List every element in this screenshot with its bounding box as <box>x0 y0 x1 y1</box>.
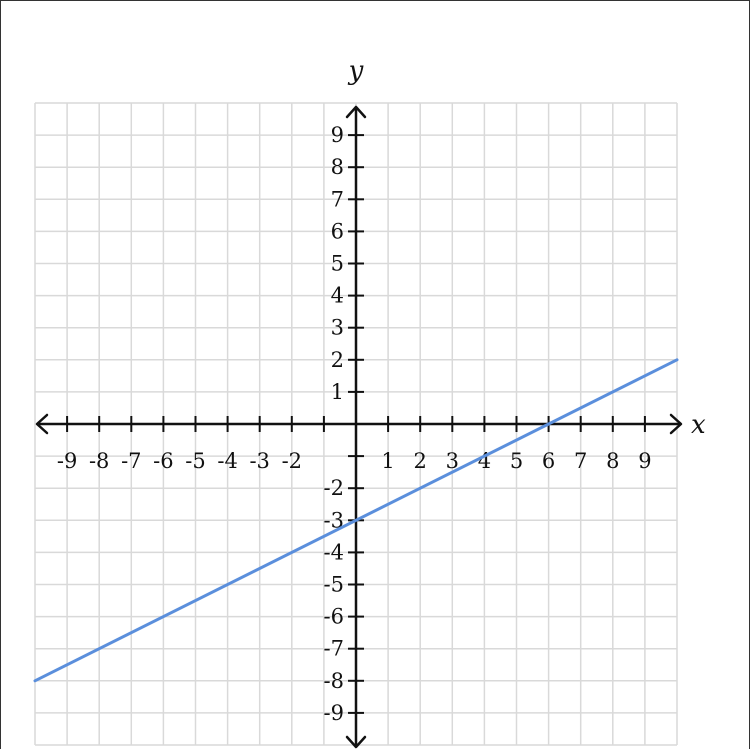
y-tick-label: 3 <box>330 315 344 340</box>
y-tick-label: 2 <box>330 347 344 372</box>
y-tick-label: 4 <box>330 283 344 308</box>
y-tick-label: -4 <box>323 540 344 565</box>
x-tick-label: -4 <box>217 449 238 473</box>
y-tick-label: 7 <box>330 187 344 212</box>
x-tick-label: -2 <box>281 449 303 473</box>
y-tick-label: -5 <box>323 572 344 597</box>
axes <box>37 107 681 747</box>
y-tick-label: -3 <box>323 508 344 533</box>
x-tick-label: 7 <box>574 449 588 473</box>
y-tick-label: 8 <box>330 155 344 180</box>
x-tick-label: 6 <box>541 449 556 473</box>
x-tick-label: -9 <box>56 449 78 473</box>
x-tick-label: 8 <box>606 449 620 473</box>
coordinate-plane <box>1 1 749 749</box>
x-axis-label: x <box>691 410 706 440</box>
x-tick-label: 4 <box>477 449 492 473</box>
y-tick-label: 9 <box>330 123 344 148</box>
x-tick-label: 9 <box>638 449 652 473</box>
x-tick-label: 1 <box>381 449 395 473</box>
y-tick-label: -9 <box>323 700 344 725</box>
y-tick-label: 5 <box>330 251 344 276</box>
y-axis-label: y <box>348 56 364 86</box>
y-tick-label: -7 <box>323 636 344 661</box>
x-tick-label: -7 <box>121 449 142 473</box>
y-tick-label: -8 <box>323 668 344 693</box>
x-tick-label: 5 <box>509 449 524 473</box>
x-tick-label: -6 <box>153 449 174 473</box>
y-tick-label: 6 <box>330 219 344 244</box>
y-tick-label: -2 <box>323 476 344 501</box>
x-tick-label: -3 <box>249 449 270 473</box>
x-tick-label: 3 <box>445 449 459 473</box>
x-tick-label: 2 <box>413 449 427 473</box>
y-tick-label: 1 <box>330 379 344 404</box>
y-tick-label: -6 <box>323 604 344 629</box>
x-tick-label: -5 <box>185 449 206 473</box>
x-tick-label: -8 <box>88 449 110 473</box>
